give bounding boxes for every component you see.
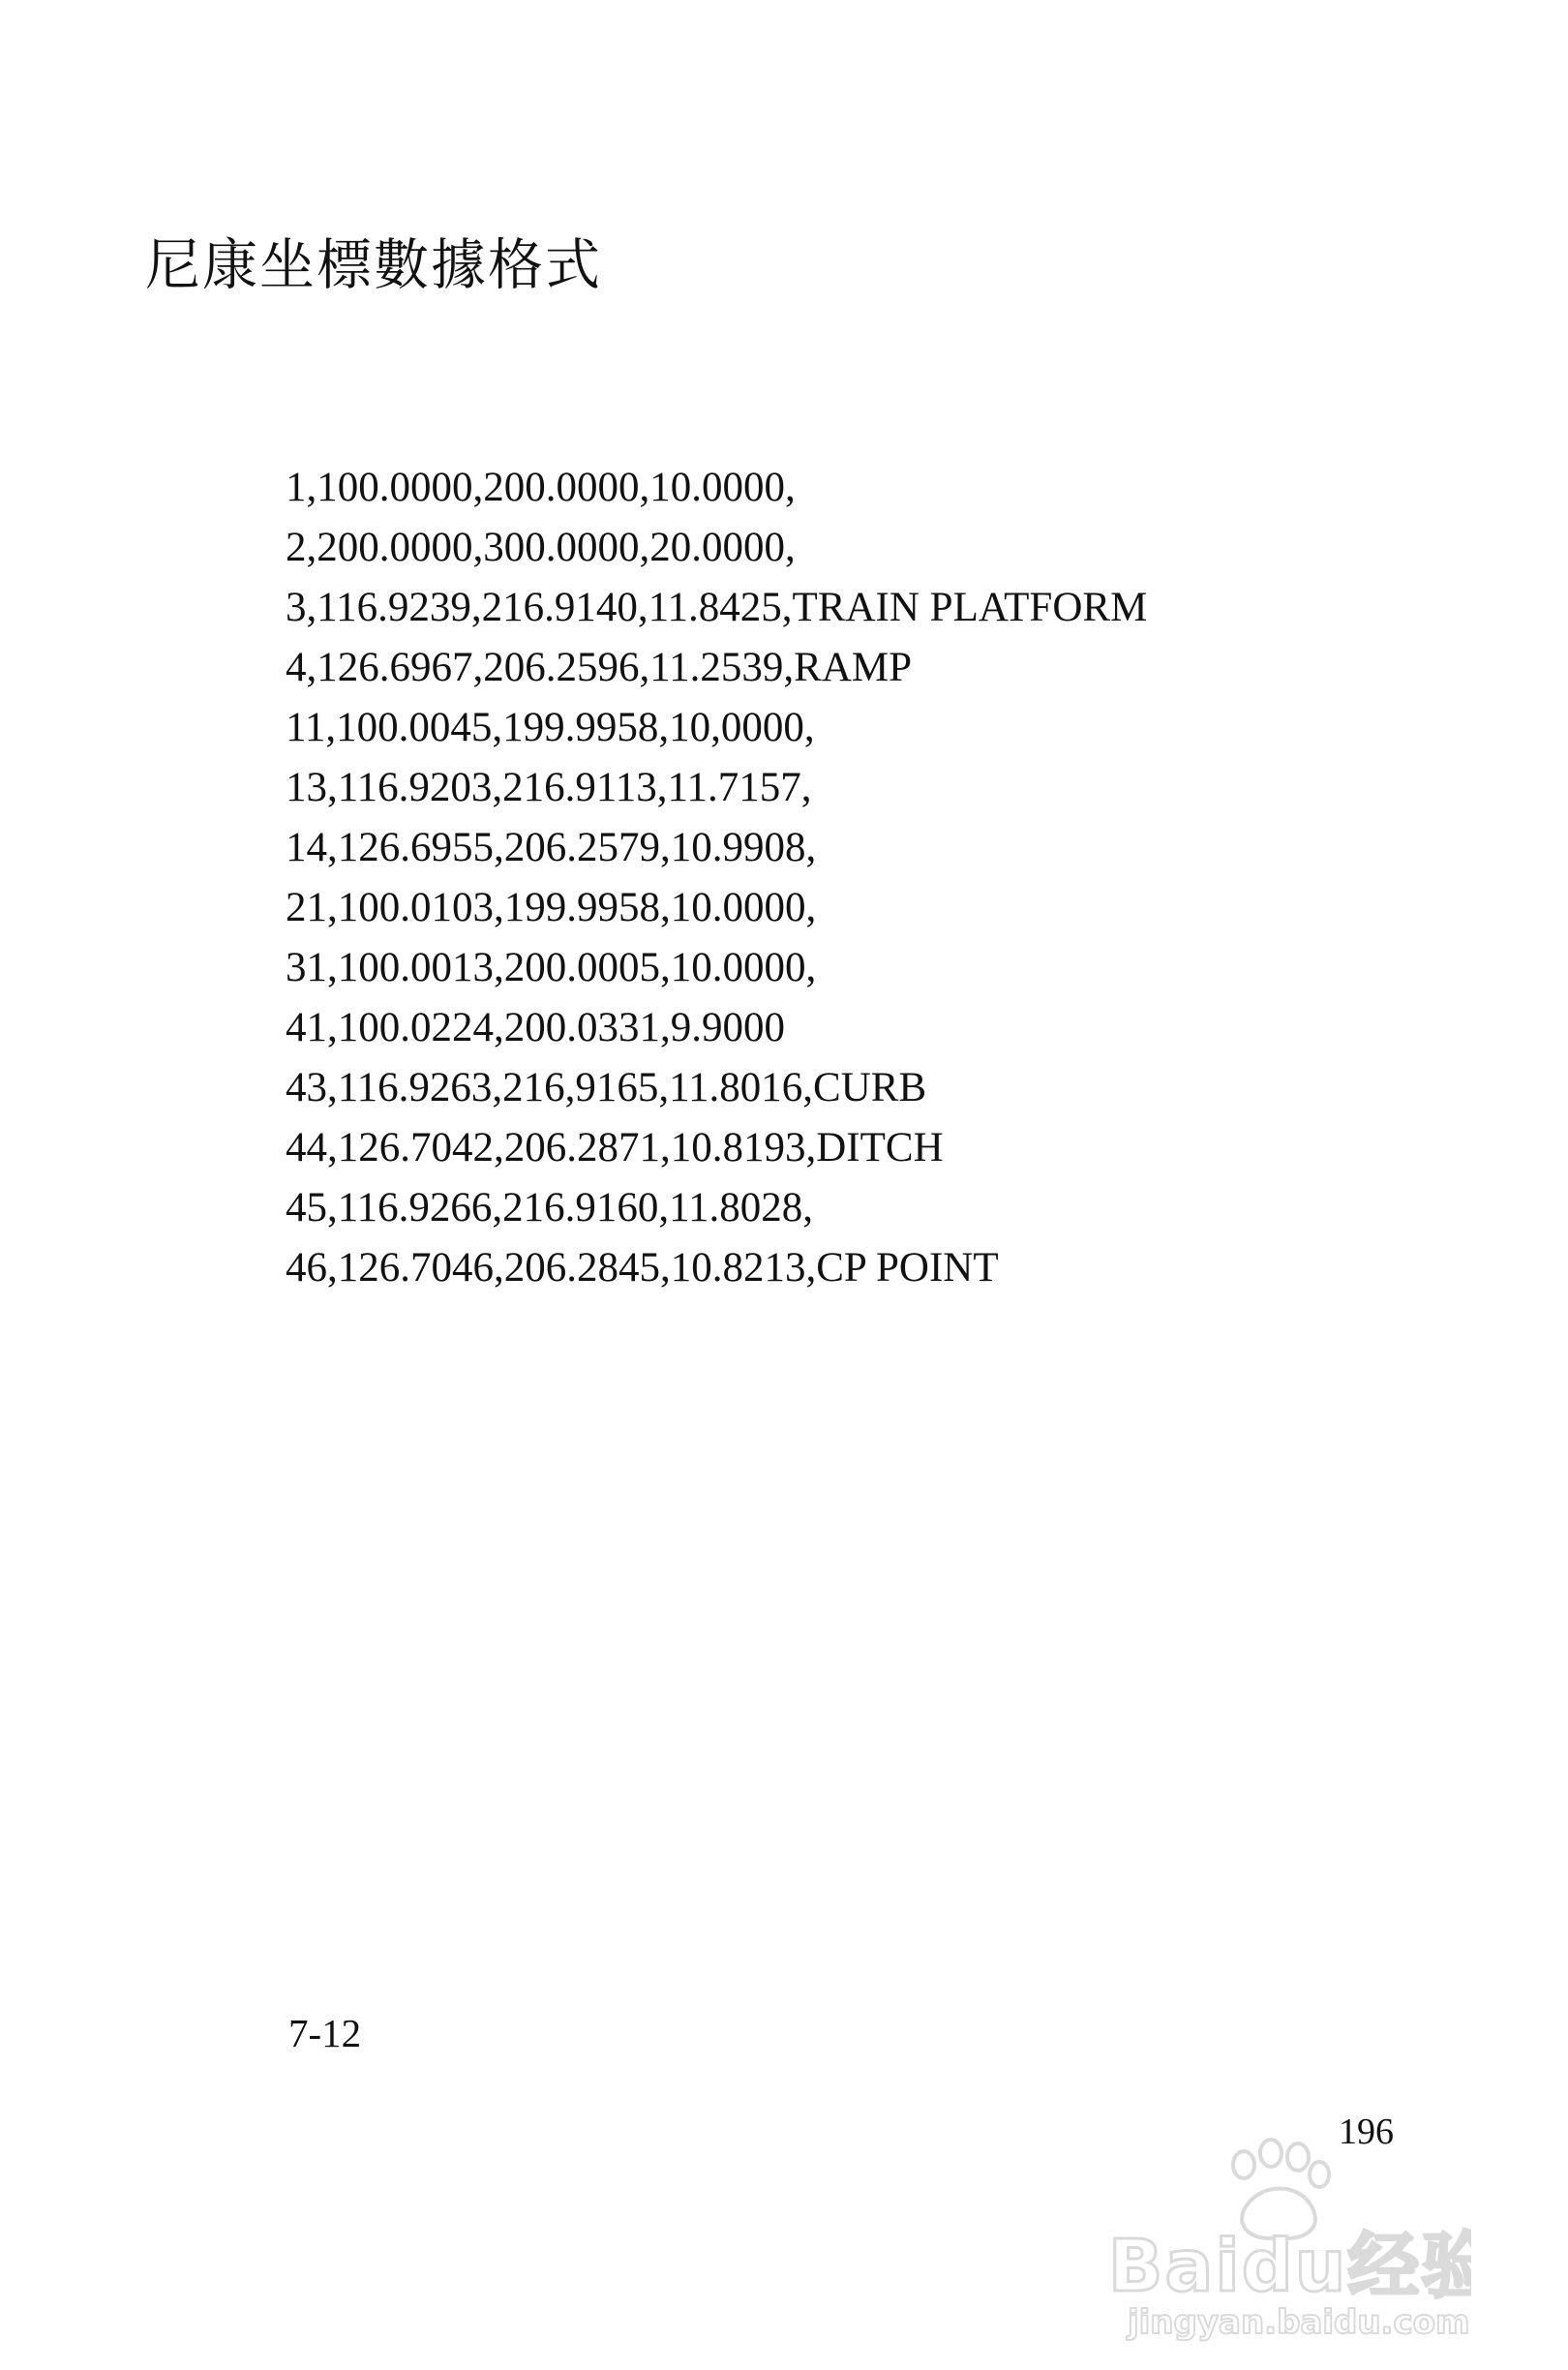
baidu-watermark-logo — [1099, 2118, 1471, 2346]
coordinate-line: 46,126.7046,206.2845,10.8213,CP POINT — [286, 1245, 999, 1291]
coordinate-line: 21,100.0103,199.9958,10.0000, — [286, 885, 817, 930]
coordinate-line: 44,126.7042,206.2871,10.8193,DITCH — [286, 1125, 944, 1170]
coordinate-line: 43,116.9263,216,9165,11.8016,CURB — [286, 1065, 927, 1110]
coordinate-line: 4,126.6967,206.2596,11.2539,RAMP — [286, 645, 913, 690]
watermark-brand-text: Baidu经验 — [1108, 2225, 1471, 2308]
coordinate-line: 1,100.0000,200.0000,10.0000, — [286, 465, 796, 510]
section-number: 7-12 — [288, 2011, 362, 2055]
page-title: 尼康坐標數據格式 — [145, 233, 602, 297]
coordinate-line: 13,116.9203,216.9113,11.7157, — [286, 765, 812, 810]
watermark-url-text: jingyan.baidu.com — [1128, 2303, 1470, 2342]
coordinate-line: 14,126.6955,206.2579,10.9908, — [286, 825, 817, 870]
coordinate-line: 31,100.0013,200.0005,10.0000, — [286, 945, 817, 990]
coordinate-line: 45,116.9266,216.9160,11.8028, — [286, 1185, 814, 1231]
page-number: 196 — [1339, 2112, 1394, 2152]
coordinate-list — [286, 458, 1147, 1298]
coordinate-line: 11,100.0045,199.9958,10,0000, — [286, 705, 815, 750]
coordinate-line: 2,200.0000,300.0000,20.0000, — [286, 525, 796, 570]
coordinate-line: 41,100.0224,200.0331,9.9000 — [286, 1005, 785, 1050]
coordinate-line: 3,116.9239,216.9140,11.8425,TRAIN PLATFORM — [286, 585, 1148, 630]
